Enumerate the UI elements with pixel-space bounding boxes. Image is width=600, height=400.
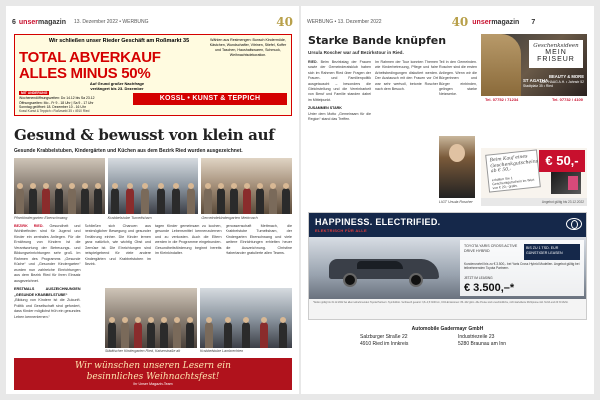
phone-number[interactable]: Tel. 07732 / 4100	[551, 97, 583, 102]
inset-captions	[105, 349, 292, 353]
ad-extension: Auf Grund großer Nachfrage verlängert bis 23. Dezember	[89, 81, 145, 91]
page-number: 6	[12, 18, 16, 26]
photo-caption: Krabbelstube Tumeltsham	[107, 216, 152, 220]
toyota-advertisement[interactable]	[308, 212, 587, 320]
issue-date: 13. Dezember 2022 • WERBUNG	[73, 19, 149, 25]
anniversary-badge: 40	[276, 15, 293, 29]
ad-product-list: Wählen aus Restmengen: Bunsch Kindermöde, Kästchen, Wundschafter, Vitrinen, Stiefel, Koffer und Taschen, Haushaltswaren, Schmuck, Weihnachtsdekoration.	[209, 38, 287, 57]
product-package-image	[551, 172, 581, 194]
voucher-card: Beim Kauf eines Geschenkgutscheins ab € 50,- erhalten Sie 1 Geschenkgutschein im Wert von € 20,- gratis.	[485, 149, 541, 192]
article-column: Im Rahmen der Tour konnten Themen wie Kinderbetreuung, Pflege und faire Arbeitsbedingungen diskutiert werden. Der Austausch mit den Frauen vor Ort war sehr wertvoll, betonte Roscher nach dem Besuch.	[375, 60, 438, 91]
mein-friseur-advertisement[interactable]	[481, 34, 587, 206]
ad-validity: Angebot gültig bis 23.12.2022	[481, 198, 587, 206]
ad-fine-print: *Aktion gültig bis 31.12.2022 bei allen teilnehmenden Toyota Partnern. Symbolfoto. Verbrauch gesamt: 3,8–4,5 l/100 km, CO2-Emissionen: 86–102 g/km. Alle Preise sind unverbindliche, nicht kartellierte Richtpreise inkl. NoVA und 20 % MwSt.	[309, 299, 587, 320]
christmas-greeting-banner: Wir wünschen unseren Lesern ein besinnliches Weihnachtsfest! Ihr Unser Magazin-Team	[14, 358, 292, 390]
dealer-address: Salzburger Straße 22 4910 Ried im Innkreis	[360, 334, 409, 347]
toyota-logo-icon	[566, 218, 582, 230]
article-column: tagen Kinder gemeinsam zu kochen, gesunde Lebensmittel kennenzulernen und zu verkosten. Auch die Eltern werden in die Programme eingebunden. Gesundheitsförderung beginnt bereits im Kleinkindalter.	[155, 224, 222, 256]
car-icon	[329, 251, 439, 287]
left-page-header	[12, 14, 293, 30]
photo-caption: Pfarrkindergarten Eberschwang	[14, 216, 68, 220]
ad-headline-1: TOTAL ABVERKAUF	[19, 49, 161, 66]
photo-kindergarten-eberschwang[interactable]	[14, 158, 105, 214]
article-deck: Gesunde Krabbelstuben, Kindergärten und Küchen aus dem Bezirk Ried wurden ausgezeichnet.	[14, 148, 243, 154]
voucher-offer	[481, 148, 587, 198]
photo-kindergarten-ried[interactable]	[105, 288, 197, 348]
photo-row	[14, 158, 292, 214]
offer-price: € 3.500,–*	[464, 282, 515, 294]
ad-headline-2: ALLES MINUS 50%	[19, 65, 151, 82]
portrait-photo[interactable]	[439, 136, 475, 198]
offer-box: TOYOTA YARIS CROSS ACTIVE DRIVE HYBRID BIS ZU 1 TSD. EUR GÜNSTIGER LEASEN Kundenvorteil bis zu € 3.500,- bei Yaris Cross Hybrid Modellen. Angebot gültig bei teilnehmenden Toyota Partnern. JETZT IM LEASING € 3.500,–*	[460, 240, 584, 296]
salon-address-2: BEAUTY & MORE 4880 HAAG A.H. • Jahnstr 52	[539, 74, 584, 84]
anniversary-badge: 40	[451, 15, 469, 29]
right-page-header	[307, 14, 588, 30]
article-column: genossenschaft Mettmach, die Krabbelstube Tumeltsham, der Kindergarten Eberschwang und viele weitere Einrichtungen erhielten heuer die Auszeichnung. Christine Haberlander gratulierte allen Teams.	[225, 224, 292, 256]
magazine-spread	[6, 6, 594, 394]
voucher-value-badge: € 50,-	[539, 150, 585, 172]
photo-kindergarten-mettmach[interactable]	[201, 158, 292, 214]
article-headline: Starke Bande knüpfen	[308, 34, 447, 47]
phone-number[interactable]: Tel. 07752 / 71234	[485, 97, 519, 102]
inset-photo-row	[105, 288, 292, 348]
dealer-info	[308, 322, 587, 390]
ad-footer: Kossl Kunst & Teppich • Roßmarkt 35 • 4910 Ried	[19, 109, 90, 113]
article-column: RIED. Beim Bezirkstag der Frauen sowie der Gemeinderatsklub haben sich im Rahmen Ried über Fragen der Frauen- und Familienpolitik ausgetauscht – besonders die Gleichstellung und die Vereinbarkeit von Beruf und Familie standen dabei im Mittelpunkt. ZUSAMMEN STARK Unter dem Motto „Gemeinsam für die Region“ stand das Treffen.	[308, 60, 371, 121]
article-subhead: ERSTMALS AUSZEICHNUNGEN „GESUNDE KRABBELSTUBE“	[14, 287, 81, 297]
article-column: Schließen sich Chancen aus bestmöglicher Bewegung und gesunder Ernährung einher. Die Kinder lernen ganz natürlich, wie wichtig Obst und Gemüse ist. Die Einrichtungen sind beispielgebend für viele andere Kindergärten und Krabbelstuben im Bezirk.	[84, 224, 151, 267]
ad-phone-strip	[481, 96, 587, 148]
ad-image	[309, 237, 587, 299]
article-column: BEZIRK RIED. Gesundheit und Wohlbefinden sind für Jugend und Kinder ein zentrales Anliegen. Für die Ernährung von Kindern ist die Verantwortung der Betreuungs- und Bildungseinrichtungen sehr groß. Im Rahmen des Programms „Gesunde Küche“ und „Gesunder Kindergarten“ wurden nun zahlreiche Einrichtungen aus dem Bezirk Ried für ihren Einsatz ausgezeichnet. ERSTMALS AUSZEICHNUNGEN „GESUNDE KRABBELSTUBE“ „Bildung von Kindern ist die Zukunft. Politik und Gesellschaft sind gefordert, dass Kinder möglichst früh ein gesundes Leben kennenlernen.“	[14, 224, 81, 319]
ad-header: HAPPINESS. ELECTRIFIED. ELEKTRISCH FÜR ALLE	[309, 213, 587, 237]
article-headline: Gesund & bewusst von klein auf	[14, 126, 275, 144]
kossl-advertisement[interactable]	[14, 34, 292, 116]
salon-address: ST AGATHA Stadtplatz 35 • Ried	[523, 78, 553, 88]
photo-caption: Städtischer Kindergarten Ried, Kaiserstraße alt	[105, 349, 181, 353]
photo-captions	[14, 216, 292, 220]
article-column: Teil in den Gemeinden. Roscher sind die ersten Anliegen. Wenn wir die Bürgerinnen und Bürger einbinden, gelingen starke Netzwerke.	[439, 60, 477, 97]
article-deck: Ursula Roscher war auf Bezirkstour in Ried.	[308, 50, 404, 55]
right-page	[301, 6, 594, 394]
article-subhead: ZUSAMMEN STARK	[308, 106, 342, 111]
photo-krabbelstube-lambrechten[interactable]	[200, 288, 292, 348]
page-number: 7	[531, 18, 536, 26]
ad-intro: Wir schließen unser Rieder Geschäft am Roßmarkt 35	[48, 38, 190, 44]
brand-logo: unsermagazin	[18, 18, 66, 26]
brand-logo: unsermagazin	[472, 18, 520, 26]
photo-caption: Krabbelstube Lambrechten	[200, 349, 244, 353]
issue-date: WERBUNG • 13. Dezember 2022	[307, 19, 382, 25]
left-page	[6, 6, 299, 394]
ad-brand-bar: KOSSL • KUNST & TEPPICH	[133, 93, 287, 105]
dealer-address: Industriezeile 23 5280 Braunau am Inn	[458, 334, 507, 347]
article-body	[308, 60, 438, 200]
photo-caption: Gemeindekindergarten Mettmach	[201, 216, 258, 220]
photo-caption: LIGT Ursula Roscher	[439, 200, 473, 204]
photo-krabbelstube-tumeltsham[interactable]	[108, 158, 199, 214]
ad-logo: Geschenksideen MEIN FRISEUR	[529, 40, 583, 68]
dealer-name: Automobile Gadermayr GmbH	[411, 326, 484, 332]
ad-opening-hours: MIT ÜNDERUNG Wochenendöffnungszeiten: Do 14.12 bis Sa 23.12 Öffnungszeiten: Mo - Fr 9 - 18 Uhr | Sa 9 - 17 Uhr Sonntag geöffnet: 18. Dezember 10 - 16 Uhr	[19, 91, 95, 110]
